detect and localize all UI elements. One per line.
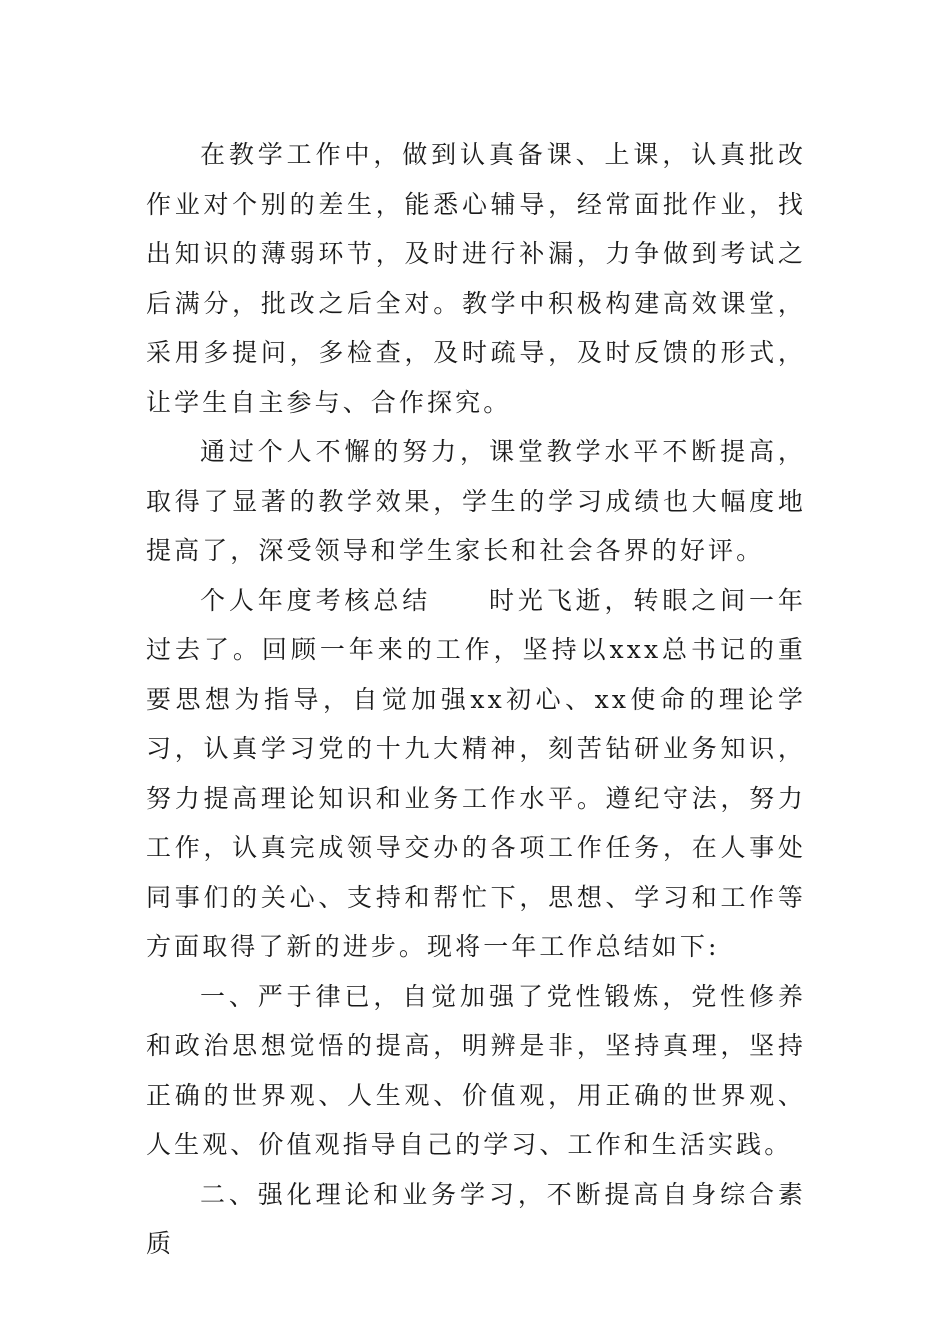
paragraph-teaching-work: 在教学工作中，做到认真备课、上课，认真批改作业对个别的差生，能悉心辅导，经常面批作业，找出知识的薄弱环节，及时进行补漏，力争做到考试之后满分，批改之后全对。教学中积极构建高效课堂，采用多提问，多检查，及时疏导，及时反馈的形式，让学生自主参与、合作探究。 (146, 140, 806, 417)
paragraph-section-one: 一、严于律已，自觉加强了党性锻炼，党性修养和政治思想觉悟的提高，明辨是非，坚持真理，坚持正确的世界观、人生观、价值观，用正确的世界观、人生观、价值观指导自己的学习、工作和生活实践。 (146, 981, 806, 1159)
paragraph-section-two: 二、强化理论和业务学习，不断提高自身综合素质 (146, 1179, 806, 1258)
paragraph-teaching-results: 通过个人不懈的努力，课堂教学水平不断提高，取得了显著的教学效果，学生的学习成绩也大幅度地提高了，深受领导和学生家长和社会各界的好评。 (146, 437, 806, 565)
document-body (146, 130, 806, 1269)
paragraph-annual-summary: 个人年度考核总结 时光飞逝，转眼之间一年过去了。回顾一年来的工作，坚持以xxx总书记的重要思想为指导，自觉加强xx初心、xx使命的理论学习，认真学习党的十九大精神，刻苦钻研业务知识，努力提高理论知识和业务工作水平。遵纪守法，努力工作，认真完成领导交办的各项工作任务，在人事处同事们的关心、支持和帮忙下，思想、学习和工作等方面取得了新的进步。现将一年工作总结如下: (146, 585, 806, 961)
